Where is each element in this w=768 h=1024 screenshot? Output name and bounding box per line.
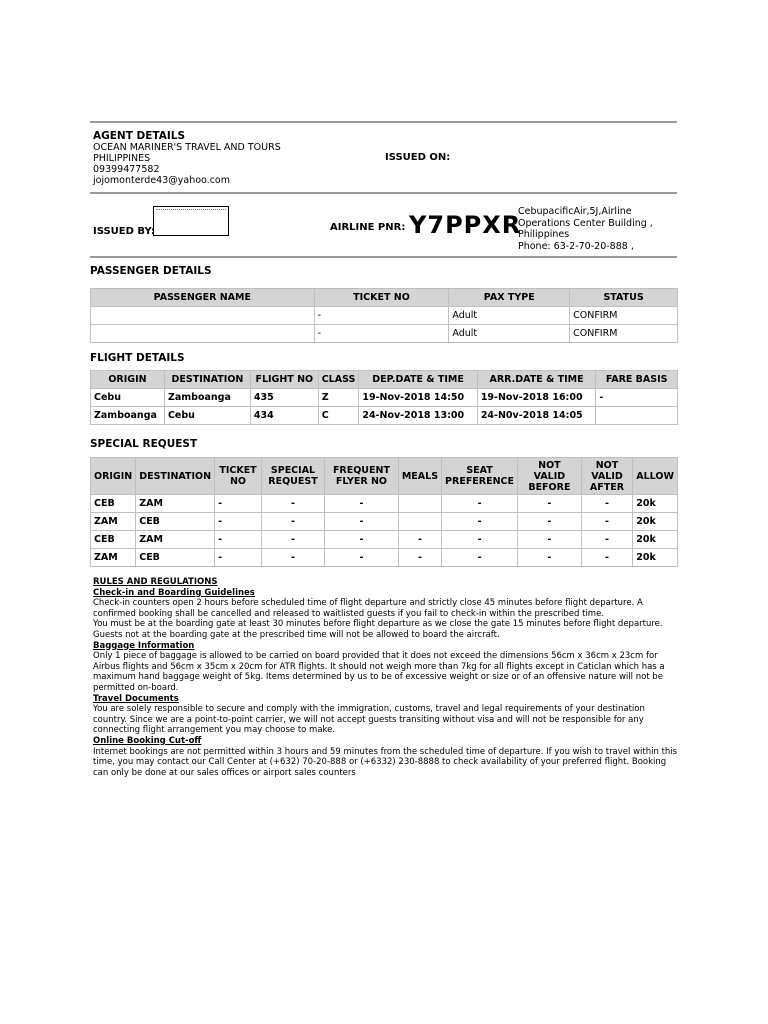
origin-cell: CEB — [91, 495, 136, 513]
airline-address-line: CebupacificAir,5J,Airline — [518, 206, 632, 217]
allow-cell: 20k — [633, 531, 678, 549]
frequent-flyer-cell: - — [325, 549, 399, 567]
issued-on-label: ISSUED ON: — [385, 152, 451, 163]
column-header: SEAT PREFERENCE — [442, 458, 518, 495]
rules-section — [93, 577, 678, 778]
column-header: FREQUENT FLYER NO — [325, 458, 399, 495]
allow-cell: 20k — [633, 495, 678, 513]
meals-cell: - — [398, 549, 441, 567]
pax-type-cell: Adult — [449, 307, 570, 325]
not-valid-before-cell: - — [518, 549, 582, 567]
departure-cell: 19-Nov-2018 14:50 — [359, 389, 477, 407]
agent-details — [93, 130, 281, 186]
destination-cell: CEB — [136, 513, 215, 531]
pnr-divider — [90, 256, 677, 258]
special-request-cell: - — [261, 513, 324, 531]
origin-cell: CEB — [91, 531, 136, 549]
seat-preference-cell: - — [442, 531, 518, 549]
column-header: ARR.DATE & TIME — [477, 371, 596, 389]
rules-title: RULES AND REGULATIONS — [93, 577, 218, 587]
origin-cell: ZAM — [91, 513, 136, 531]
column-header: NOT VALID BEFORE — [518, 458, 582, 495]
booking-cutoff-text: Internet bookings are not permitted within 3 hours and 59 minutes from the scheduled time of departure. If you wish to travel within this time, you may contact our Call Center at (+632) 70-20-888 or (+6332) 230-8888 to check availability of your preferred flight. Booking can only be done at our sales offices or airport sales counters — [93, 746, 678, 778]
seat-preference-cell: - — [442, 549, 518, 567]
status-cell: CONFIRM — [570, 307, 678, 325]
destination-cell: Cebu — [164, 407, 250, 425]
table-row — [91, 531, 678, 549]
departure-cell: 24-Nov-2018 13:00 — [359, 407, 477, 425]
table-row — [91, 389, 678, 407]
table-row — [91, 407, 678, 425]
airline-pnr-label: AIRLINE PNR: — [330, 222, 406, 233]
agent-country: PHILIPPINES — [93, 153, 151, 164]
airline-address-line: Phone: 63-2-70-20-888 , — [518, 240, 634, 252]
issued-by-label: ISSUED BY: — [93, 226, 155, 237]
pax-type-cell: Adult — [449, 325, 570, 343]
arrival-cell: 24-N0v-2018 14:05 — [477, 407, 596, 425]
passenger-name-cell — [91, 307, 315, 325]
flight-title: FLIGHT DETAILS — [90, 352, 185, 364]
ticket-no-cell: - — [314, 325, 449, 343]
column-header: DEP.DATE & TIME — [359, 371, 477, 389]
meals-cell — [398, 513, 441, 531]
column-header: ORIGIN — [91, 371, 165, 389]
table-header-row — [91, 458, 678, 495]
seat-preference-cell: - — [442, 495, 518, 513]
ticket-no-cell: - — [314, 307, 449, 325]
baggage-text: Only 1 piece of baggage is allowed to be carried on board provided that it does not exceed the dimensions 56cm x 36cm x 23cm for Airbus flights and 56cm x 35cm x 20cm for ATR flights. It should not weigh more than 7kg for all flights except in Caticlan which has a maximum hand baggage weight of 5kg. Items determined by us to be of excessive weight or size or of an offensive nature will not be permitted on-board. — [93, 651, 665, 693]
travel-docs-text: You are solely responsible to secure and comply with the immigration, customs, travel and legal requirements of your destination country. Since we are a point-to-point carrier, we will not accept guests transiting without visa and will not be responsible for any connecting flight arrangement you may choose to make. — [93, 704, 645, 736]
destination-cell: CEB — [136, 549, 215, 567]
ticket-no-cell: - — [215, 531, 262, 549]
ticket-no-cell: - — [215, 549, 262, 567]
special-request-cell: - — [261, 495, 324, 513]
flight-no-cell: 435 — [250, 389, 318, 407]
allow-cell: 20k — [633, 513, 678, 531]
table-header-row — [91, 371, 678, 389]
baggage-title: Baggage Information — [93, 640, 195, 651]
checkin-text-2: You must be at the boarding gate at least 30 minutes before flight departure as we close the gate 15 minutes before flight departure. Guests not at the boarding gate at the prescribed time will not be allowed to board the aircraft. — [93, 619, 663, 640]
travel-docs-title: Travel Documents — [93, 693, 179, 704]
column-header: PASSENGER NAME — [91, 289, 315, 307]
passenger-title: PASSENGER DETAILS — [90, 265, 212, 277]
not-valid-after-cell: - — [581, 549, 633, 567]
origin-cell: ZAM — [91, 549, 136, 567]
class-cell: Z — [318, 389, 359, 407]
column-header: NOT VALID AFTER — [581, 458, 633, 495]
special-request-table — [90, 457, 678, 567]
column-header: TICKET NO — [314, 289, 449, 307]
meals-cell — [398, 495, 441, 513]
frequent-flyer-cell: - — [325, 531, 399, 549]
column-header: MEALS — [398, 458, 441, 495]
column-header: ORIGIN — [91, 458, 136, 495]
column-header: SPECIAL REQUEST — [261, 458, 324, 495]
mid-divider — [90, 192, 677, 194]
column-header: DESTINATION — [136, 458, 215, 495]
fare-basis-cell — [596, 407, 678, 425]
destination-cell: Zamboanga — [164, 389, 250, 407]
agent-phone: 09399477582 — [93, 164, 160, 175]
origin-cell: Zamboanga — [91, 407, 165, 425]
column-header: ALLOW — [633, 458, 678, 495]
meals-cell: - — [398, 531, 441, 549]
not-valid-after-cell: - — [581, 513, 633, 531]
not-valid-before-cell: - — [518, 513, 582, 531]
origin-cell: Cebu — [91, 389, 165, 407]
passenger-name-cell — [91, 325, 315, 343]
booking-cutoff-title: Online Booking Cut-off — [93, 735, 202, 746]
top-divider — [90, 121, 677, 123]
not-valid-after-cell: - — [581, 495, 633, 513]
column-header: TICKET NO — [215, 458, 262, 495]
checkin-text: Check-in counters open 2 hours before scheduled time of flight departure and strictly close 45 minutes before flight departure. A confirmed booking shall be cancelled and released to waitlisted guests if you fail to check-in within the prescribed time. — [93, 598, 643, 619]
allow-cell: 20k — [633, 549, 678, 567]
destination-cell: ZAM — [136, 495, 215, 513]
column-header: PAX TYPE — [449, 289, 570, 307]
column-header: FARE BASIS — [596, 371, 678, 389]
arrival-cell: 19-Nov-2018 16:00 — [477, 389, 596, 407]
agent-name: OCEAN MARINER'S TRAVEL AND TOURS — [93, 142, 281, 153]
special-request-title: SPECIAL REQUEST — [90, 438, 198, 450]
table-header-row — [91, 289, 678, 307]
passenger-table — [90, 288, 678, 343]
ticket-no-cell: - — [215, 495, 262, 513]
not-valid-before-cell: - — [518, 531, 582, 549]
checkin-title: Check-in and Boarding Guidelines — [93, 587, 255, 598]
airline-address-line: Operations Center Building , — [518, 217, 653, 229]
not-valid-after-cell: - — [581, 531, 633, 549]
table-row — [91, 549, 678, 567]
destination-cell: ZAM — [136, 531, 215, 549]
frequent-flyer-cell: - — [325, 513, 399, 531]
flight-table — [90, 370, 678, 425]
column-header: FLIGHT NO — [250, 371, 318, 389]
agent-heading: AGENT DETAILS — [93, 130, 186, 142]
special-request-cell: - — [261, 531, 324, 549]
issued-by-stamp — [153, 206, 229, 236]
agent-email: jojomonterde43@yahoo.com — [93, 175, 230, 186]
table-row — [91, 325, 678, 343]
frequent-flyer-cell: - — [325, 495, 399, 513]
airline-address-line: Philippines — [518, 229, 570, 240]
special-request-cell: - — [261, 549, 324, 567]
class-cell: C — [318, 407, 359, 425]
column-header: CLASS — [318, 371, 359, 389]
airline-pnr-value: Y7PPXR — [409, 211, 522, 239]
ticket-no-cell: - — [215, 513, 262, 531]
table-row — [91, 513, 678, 531]
airline-address — [518, 206, 653, 252]
seat-preference-cell: - — [442, 513, 518, 531]
table-row — [91, 495, 678, 513]
column-header: DESTINATION — [164, 371, 250, 389]
column-header: STATUS — [570, 289, 678, 307]
fare-basis-cell: - — [596, 389, 678, 407]
flight-no-cell: 434 — [250, 407, 318, 425]
not-valid-before-cell: - — [518, 495, 582, 513]
status-cell: CONFIRM — [570, 325, 678, 343]
table-row — [91, 307, 678, 325]
